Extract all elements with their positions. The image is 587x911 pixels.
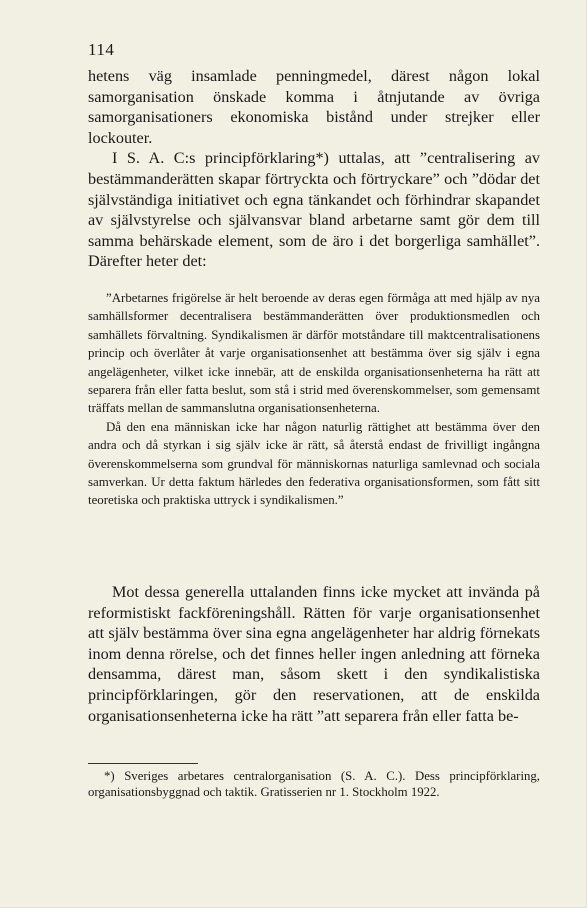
page-number: 114 [88,40,115,59]
footnote: *) Sveriges arbetares centralorganisation (S. A. C.). Dess principförklaring, organisationsbyggnad och taktik. Gratisserien nr 1. Stockholm 1922. [88,769,540,800]
body-text-bottom [88,582,540,726]
quote-paragraph-1: ”Arbetarnes frigörelse är helt beroende av deras egen förmåga att med hjälp av nya samhällsformer decentralisera bestämmanderätten över produktionsmedlen och samhällets förvaltning. Syndikalismen är därför motståndare till maktcentralisationens princip och överlåter åt varje organisationsenhet att bestämma över sig själv i egna angelägenheter, vilket icke innebär, att de enskilda organisationsenheterna ha rätt att separera från eller fatta beslut, som stå i strid med överenskommelser, som gemensamt träffats mellan de sammanslutna organisationsenheterna. [88,291,540,416]
paragraph-continuation: hetens väg insamlade penningmedel, därest någon lokal samorganisation önskade komma i åtnjutande av övriga samorganisationers ekonomiska bistånd under strejker eller lockouter. [88,67,540,147]
paragraph-sac-principles: I S. A. C:s principförklaring*) uttalas, att ”centralisering av bestämmanderätten skapar förtryckta och förtryckare” och ”dödar det självständiga initiativet och egna tänkandet och förhindrar skapandet av självstyrelse och självansvar bland arbetarne samt gör dem till samma behärskade element, som de äro i det borgerliga samhället”. Därefter heter det: [88,149,540,271]
block-quote [88,289,540,510]
quote-paragraph-2: Då den ena människan icke har någon naturlig rättighet att bestämma över den andra och då styrkan i sig själv icke är rätt, så återstå endast de frivilligt ingångna överenskommelserna som grundval för människornas naturliga samlevnad och sociala samverkan. Ur detta faktum härledes den federativa organisationsformen, som fått sitt teoretiska och praktiska uttryck i syndikalismen.” [88,419,540,508]
footnote-divider [88,763,198,764]
paragraph-response: Mot dessa generella uttalanden finns icke mycket att invända på reformistiskt fackföreningshåll. Rätten för varje organisationsenhet att själv bestämma över sina egna angelägenheter har aldrig förnekats inom denna rörelse, och det finnes heller ingen anledning att förneka densamma, därest man, såsom skett i den syndikalistiska principförklaringen, gör den reservationen, att de enskilda organisationsenheterna icke ha rätt ”att separera från eller fatta be- [88,583,540,725]
body-text-top [88,66,540,272]
